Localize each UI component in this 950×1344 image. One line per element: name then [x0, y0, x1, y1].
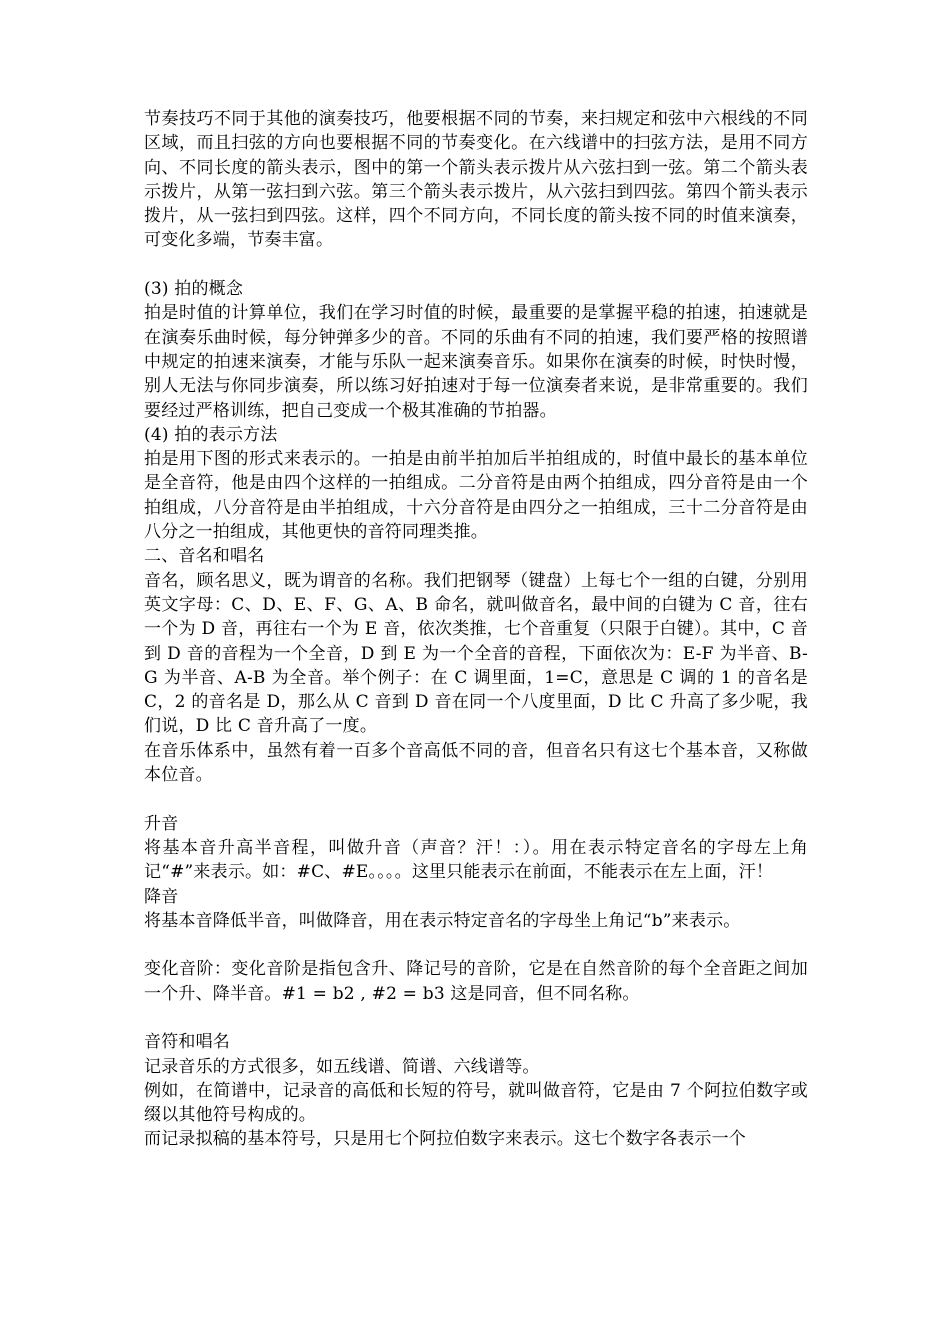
heading-beat-concept: (3) 拍的概念 [144, 279, 244, 300]
paragraph-gap [144, 253, 808, 277]
paragraph-gap [144, 1006, 808, 1030]
paragraph-altered-scale: 变化音阶：变化音阶是指包含升、降记号的音阶，它是在自然音阶的每个全音距之间加一个升、降半音。#1 = b2 , #2 = b3 这是同音，但不同名称。 [144, 959, 808, 1004]
paragraph-beat-concept: 拍是时值的计算单位，我们在学习时值的时候，最重要的是掌握平稳的拍速，拍速就是在演奏乐曲时候，每分钟弹多少的音。不同的乐曲有不同的拍速，我们要严格的按照谱中规定的拍速来演奏，才能与乐队一起来演奏音乐。如果你在演奏的时候，时快时慢，别人无法与你同步演奏，所以练习好拍速对于每一位演奏者来说，是非常重要的。我们要经过严格训练，把自己变成一个极其准确的节拍器。 [144, 303, 808, 421]
paragraph-basic-symbols: 而记录拟稿的基本符号，只是用七个阿拉伯数字来表示。这七个数字各表示一个 [144, 1129, 746, 1150]
paragraph-natural-notes: 在音乐体系中，虽然有着一百多个音高低不同的音，但音名只有这七个基本音，又称做本位音。 [144, 740, 808, 786]
heading-note-names: 二、音名和唱名 [144, 546, 265, 567]
paragraph-beat-notation: 拍是用下图的形式来表示的。一拍是由前半拍加后半拍组成的，时值中最长的基本单位是全音符，他是由四个这样的一拍组成。二分音符是由两个拍组成，四分音符是由一个拍组成，八分音符是由半拍组成，十六分音符是由四分之一拍组成，三十二分音符是由八分之一拍组成，其他更快的音符同理类推。 [144, 449, 808, 543]
heading-flat: 降音 [144, 886, 179, 907]
paragraph-note-names: 音名，顾名思义，既为谓音的名称。我们把钢琴（键盘）上每七个一组的白键，分别用英文字母：C、D、E、F、G、A、B 命名，就叫做音名，最中间的白键为 C 音，往右一个为 D 音，再往右一个为 E 音，依次类推，七个音重复（只限于白键）。其中，C 音到 D 音的音程为一个全音，D 到 E 为一个全音的音程，下面依次为：E-F 为半音、B-G 为半音、A-B 为全音。举个例子：在 C 调里面，1=C，意思是 C 调的 1 的音名是 C，2 的音名是 D，那么从 C 音到 D 音在同一个八度里面，D 比 C 升高了多少呢，我们说，D 比 C 音升高了一度。 [144, 570, 808, 737]
paragraph-jianpu-notes: 例如，在简谱中，记录音的高低和长短的符号，就叫做音符，它是由 7 个阿拉伯数字或缀以其他符号构成的。 [144, 1080, 808, 1126]
paragraph-gap [144, 787, 808, 811]
heading-notes-solfege: 音符和唱名 [144, 1032, 230, 1053]
heading-sharp: 升音 [144, 813, 179, 834]
paragraph-gap [144, 933, 808, 957]
document-body [144, 107, 808, 1152]
paragraph-strumming-technique: 节奏技巧不同于其他的演奏技巧，他要根据不同的节奏，来扫规定和弦中六根线的不同区域，而且扫弦的方向也要根据不同的节奏变化。在六线谱中的扫弦方法，是用不同方向、不同长度的箭头表示，图中的第一个箭头表示拨片从六弦扫到一弦。第二个箭头表示拨片，从第一弦扫到六弦。第三个箭头表示拨片，从六弦扫到四弦。第四个箭头表示拨片，从一弦扫到四弦。这样，四个不同方向，不同长度的箭头按不同的时值来演奏，可变化多端，节奏丰富。 [144, 109, 808, 251]
heading-beat-notation: (4) 拍的表示方法 [144, 424, 278, 445]
paragraph-flat: 将基本音降低半音，叫做降音，用在表示特定音名的字母坐上角记“b”来表示。 [144, 910, 741, 931]
paragraph-sharp: 将基本音升高半音程，叫做升音（声音？汗！：）。用在表示特定音名的字母左上角记“#”来表示。如：#C、#E。。。。这里只能表示在前面，不能表示在左上面，汗！ [144, 837, 808, 883]
paragraph-notation-methods: 记录音乐的方式很多，如五线谱、简谱、六线谱等。 [144, 1056, 540, 1077]
